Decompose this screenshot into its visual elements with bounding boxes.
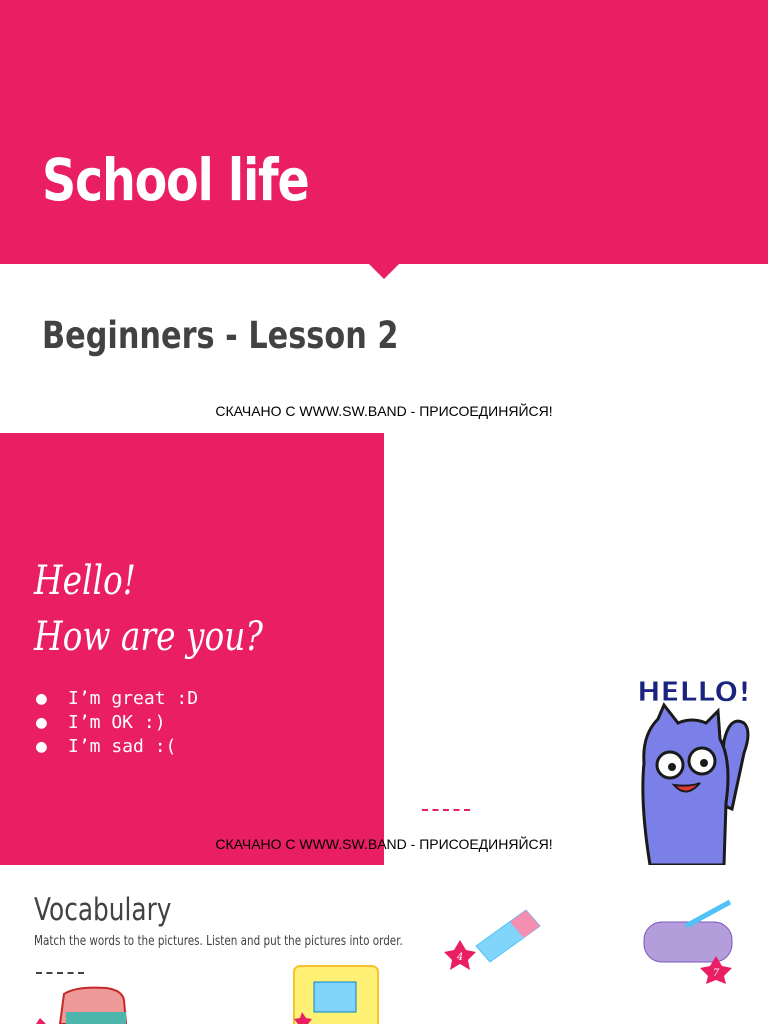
eraser-picture [440,896,550,976]
vocabulary-slide [0,868,768,1024]
decorative-dash [422,809,470,811]
waving-cat-illustration [620,653,768,865]
bullet-icon: ● [36,688,47,709]
answer-text: I’m great :D [68,688,199,709]
slide-subtitle: Beginners - Lesson 2 [42,314,399,357]
schoolbag-strap-shape [66,1012,126,1024]
vocabulary-instruction: Match the words to the pictures. Listen and put the pictures into order. [34,934,403,949]
notebook-picture [284,962,394,1024]
schoolbag-picture [36,984,156,1024]
answer-text: I’m OK :) [68,712,166,733]
decorative-dash [36,972,84,974]
greeting-panel [0,433,384,865]
bullet-icon: ● [36,712,47,733]
greeting-slide [0,433,768,865]
greeting-heading [34,553,263,665]
header-notch [368,263,400,279]
list-item [36,711,198,735]
badge-number: 7 [712,968,720,979]
list-item [36,735,198,759]
pencil-case-icon [644,922,732,962]
badge-number: 4 [456,952,464,963]
slide-title: School life [42,146,309,214]
cat-speech-text: HELLO! [637,675,751,708]
greeting-question: How are you? [34,614,263,660]
download-watermark: СКАЧАНО С WWW.SW.BAND - ПРИСОЕДИНЯЙСЯ! [215,403,553,419]
number-badge-icon [36,1018,46,1024]
download-watermark: СКАЧАНО С WWW.SW.BAND - ПРИСОЕДИНЯЙСЯ! [215,836,553,852]
title-slide-header [0,0,768,264]
bullet-icon: ● [36,736,47,757]
pencil-case-picture [636,896,746,984]
vocabulary-title: Vocabulary [34,892,172,928]
answer-text: I’m sad :( [68,736,177,757]
cat-left-pupil [668,763,676,771]
greeting-hello: Hello! [34,558,136,604]
list-item [36,687,198,711]
cat-right-pupil [700,759,708,767]
notebook-cover-shape [314,982,356,1012]
answer-list [36,687,198,759]
